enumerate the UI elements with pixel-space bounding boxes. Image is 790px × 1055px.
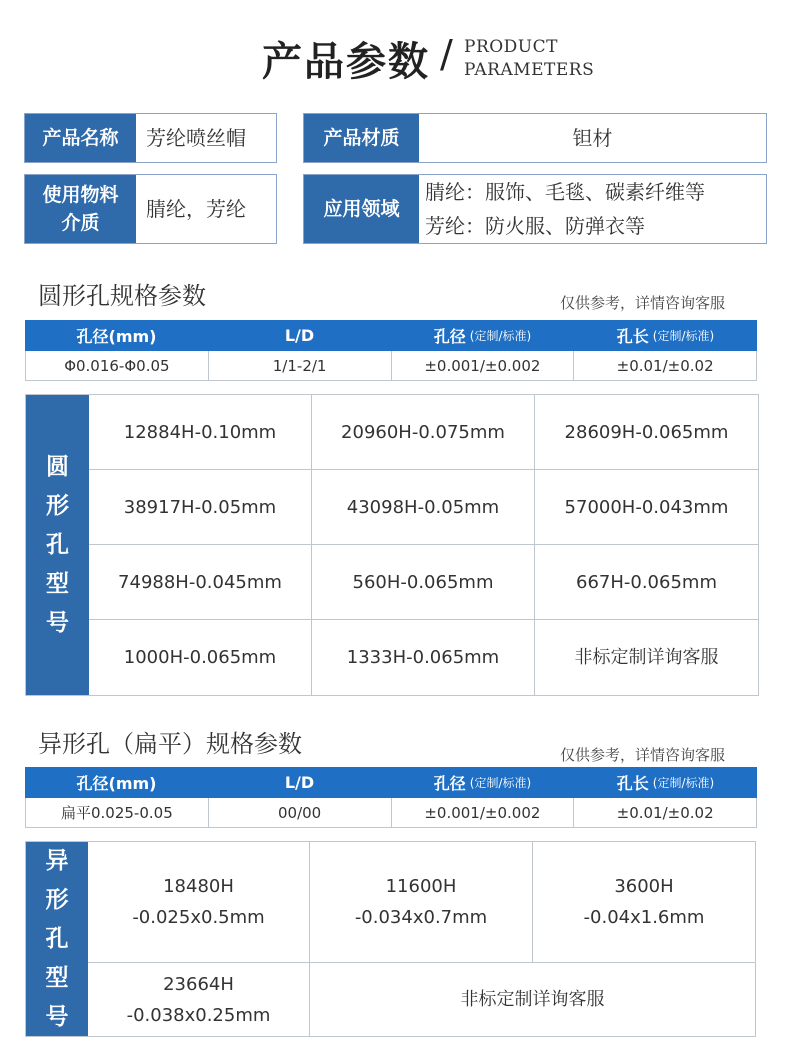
model-cell: 667H-0.065mm	[535, 545, 758, 620]
cell-length: ±0.01/±0.02	[616, 803, 714, 822]
application-line1: 腈纶：服饰、毛毯、碳素纤维等	[425, 180, 705, 204]
cell-diameter: Φ0.016-Φ0.05	[26, 351, 209, 380]
model-cell	[533, 842, 755, 963]
medium-value: 腈纶，芳纶	[146, 197, 246, 221]
model-cell	[88, 963, 310, 1036]
title-en-line2: PARAMETERS	[464, 60, 595, 80]
model-cell	[88, 842, 310, 963]
spec-header-row	[25, 767, 757, 798]
flat-model-grid	[88, 842, 755, 1036]
side-char: 孔	[46, 531, 69, 558]
header-tolerance-sub: (定制/标准)	[469, 776, 532, 790]
side-char: 圆	[46, 453, 69, 480]
round-spec-table	[25, 320, 757, 381]
round-section-note: 仅供参考，详情咨询客服	[560, 294, 726, 312]
side-char: 型	[45, 964, 69, 991]
header-tolerance-main: 孔径	[433, 774, 466, 793]
product-name-box	[24, 113, 277, 163]
header-length-sub: (定制/标准)	[652, 329, 715, 343]
page-title-english	[464, 36, 594, 82]
application-line2: 芳纶：防火服、防弹衣等	[425, 214, 645, 238]
header-length	[574, 320, 757, 351]
cell-diameter: 扁平0.025-0.05	[26, 798, 209, 827]
model-cell-custom: 非标定制详询客服	[574, 647, 719, 668]
model-cell: 38917H-0.05mm	[89, 470, 312, 545]
cell-ld: 00/00	[209, 798, 392, 827]
header-ld: L/D	[284, 773, 315, 792]
model-cell-custom: 非标定制详询客服	[460, 989, 605, 1010]
side-char: 孔	[45, 925, 69, 952]
flat-section-title: 异形孔（扁平）规格参数	[38, 730, 302, 758]
medium-label	[25, 175, 136, 243]
model-line2: -0.038x0.25mm	[126, 1004, 271, 1026]
model-cell: 43098H-0.05mm	[312, 470, 535, 545]
model-cell: 28609H-0.065mm	[535, 395, 758, 470]
product-name-value: 芳纶喷丝帽	[146, 126, 246, 150]
page-title: 产品参数	[262, 39, 430, 85]
side-char: 形	[45, 886, 69, 913]
side-char: 型	[46, 570, 69, 597]
application-box	[303, 174, 767, 244]
medium-box	[24, 174, 277, 244]
header-length	[574, 767, 757, 798]
header-tolerance	[391, 320, 574, 351]
cell-tolerance: ±0.001/±0.002	[392, 351, 575, 380]
header-diameter: 孔径(mm)	[76, 774, 157, 793]
header-tolerance	[391, 767, 574, 798]
header-tolerance-main: 孔径	[433, 327, 466, 346]
model-line2: -0.04x1.6mm	[583, 907, 705, 928]
cell-tolerance: ±0.001/±0.002	[392, 798, 575, 827]
model-cell: 20960H-0.075mm	[312, 395, 535, 470]
model-line1: 23664H	[163, 973, 234, 995]
model-cell: 74988H-0.045mm	[89, 545, 312, 620]
side-char: 号	[46, 609, 69, 636]
flat-model-side-label	[26, 842, 88, 1036]
flat-spec-table	[25, 767, 757, 828]
model-cell: 560H-0.065mm	[312, 545, 535, 620]
model-cell: 1333H-0.065mm	[312, 620, 535, 695]
spec-data-row	[25, 351, 757, 381]
flat-model-block	[25, 841, 756, 1037]
application-value	[419, 175, 766, 243]
round-model-block	[25, 394, 759, 696]
round-model-grid	[89, 395, 758, 695]
application-label: 应用领域	[304, 175, 419, 243]
title-en-line1: PRODUCT	[464, 37, 558, 57]
header-ld: L/D	[284, 326, 315, 345]
cell-ld: 1/1-2/1	[209, 351, 392, 380]
model-line2: -0.034x0.7mm	[354, 907, 488, 928]
header-diameter: 孔径(mm)	[76, 327, 157, 346]
header-length-main: 孔长	[616, 774, 649, 793]
title-slash: /	[440, 32, 453, 76]
side-char: 形	[46, 492, 69, 519]
header-length-sub: (定制/标准)	[652, 776, 715, 790]
medium-label-line1: 使用物料	[42, 184, 119, 206]
model-cell: 12884H-0.10mm	[89, 395, 312, 470]
model-line1: 3600H	[614, 876, 674, 897]
model-line2: -0.025x0.5mm	[132, 907, 265, 928]
flat-section-note: 仅供参考，详情咨询客服	[560, 746, 726, 764]
material-label: 产品材质	[304, 114, 419, 162]
round-section-title: 圆形孔规格参数	[38, 282, 206, 310]
model-cell: 57000H-0.043mm	[535, 470, 758, 545]
material-value: 钽材	[572, 126, 613, 150]
material-box	[303, 113, 767, 163]
side-char: 号	[45, 1003, 69, 1030]
cell-length: ±0.01/±0.02	[616, 356, 714, 375]
spec-header-row	[25, 320, 757, 351]
model-line1: 18480H	[163, 876, 234, 897]
header-tolerance-sub: (定制/标准)	[469, 329, 532, 343]
product-name-label: 产品名称	[25, 114, 136, 162]
medium-label-line2: 介质	[61, 212, 100, 234]
model-cell	[310, 842, 533, 963]
spec-data-row	[25, 798, 757, 828]
header-length-main: 孔长	[616, 327, 649, 346]
round-model-side-label	[26, 395, 89, 695]
model-cell: 1000H-0.065mm	[89, 620, 312, 695]
side-char: 异	[45, 847, 69, 874]
model-line1: 11600H	[385, 876, 457, 897]
